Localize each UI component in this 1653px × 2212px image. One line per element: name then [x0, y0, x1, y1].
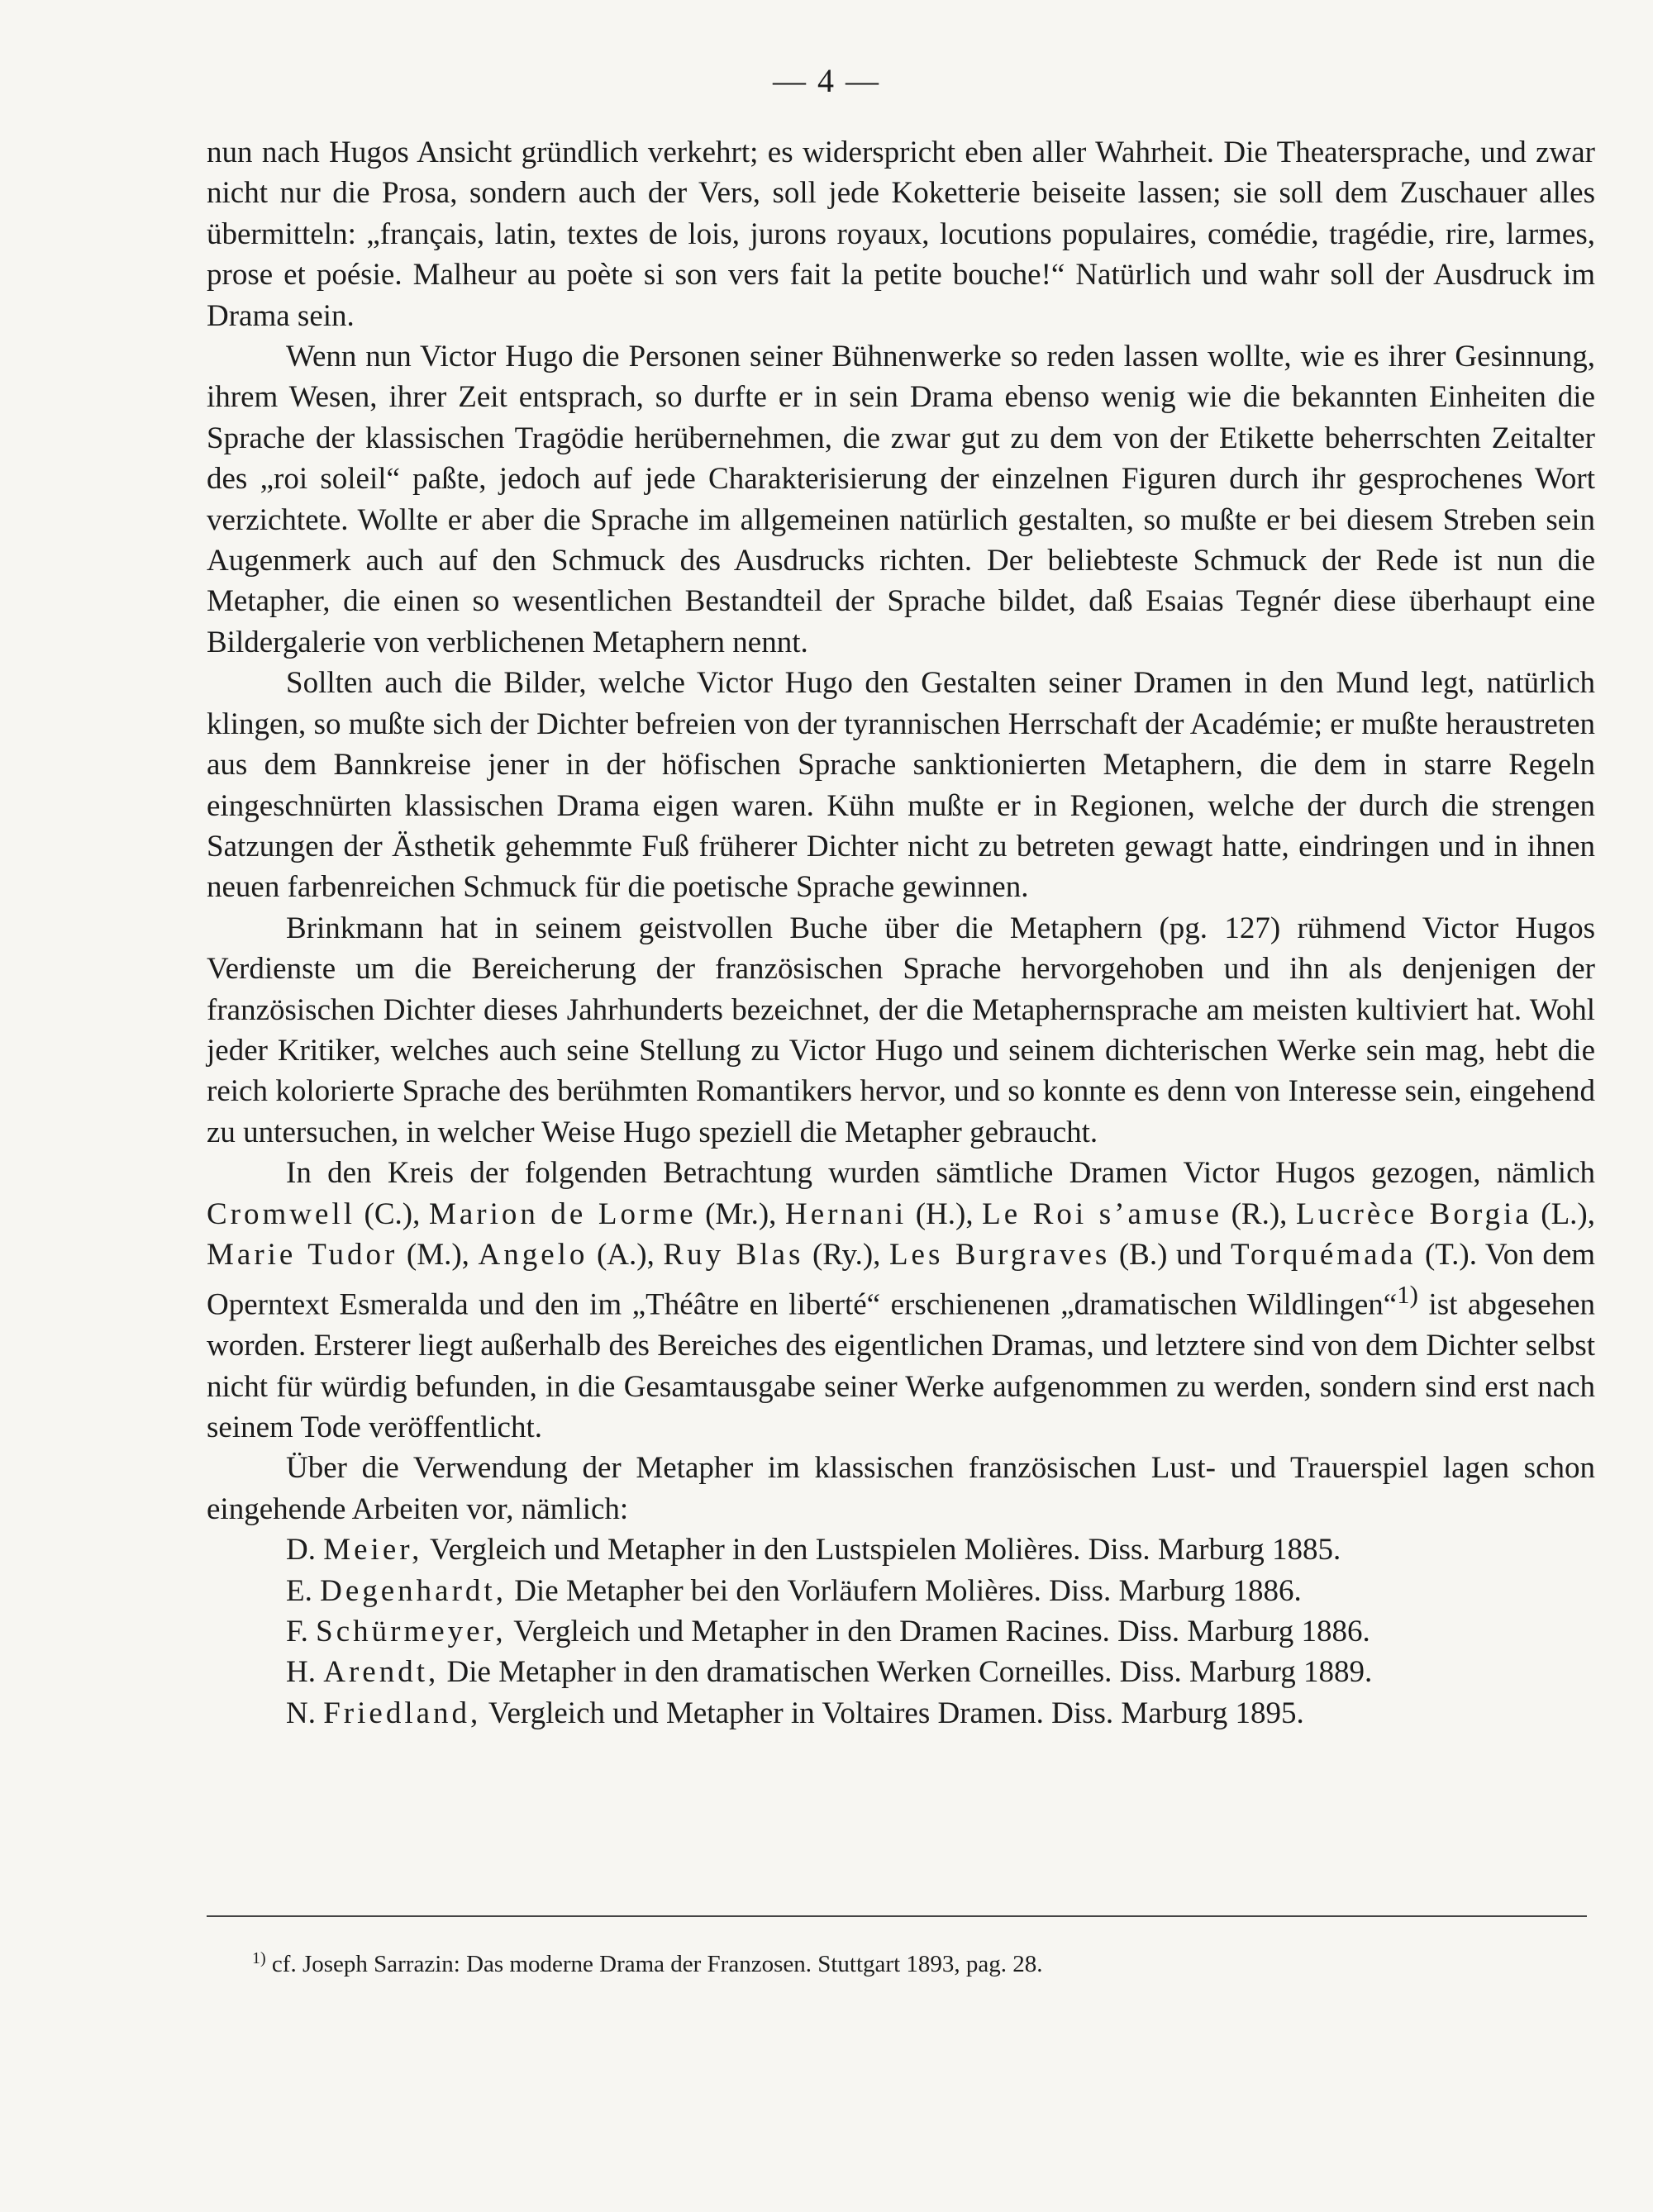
- work-title: Angelo: [478, 1237, 588, 1272]
- reference-author: Degenhardt,: [320, 1573, 507, 1608]
- reference-author: Arendt,: [323, 1655, 440, 1690]
- reference-item: [207, 1571, 1595, 1611]
- work-title: Lucrèce Borgia: [1295, 1196, 1532, 1231]
- paragraph-1: nun nach Hugos Ansicht gründlich verkehrt; es widerspricht eben aller Wahrheit. Die Theatersprache, und zwar nicht nur die Prosa, sondern auch der Vers, soll jede Koketterie beiseite lassen; sie soll dem Zuschauer alles übermitteln: „français, latin, textes de lois, jurons royaux, locutions populaires, comédie, tragédie, rire, larmes, prose et poésie. Malheur au poète si son vers fait la petite bouche!“ Natürlich und wahr soll der Ausdruck im Drama sein.: [207, 136, 1595, 333]
- work-title: Les Burgraves: [888, 1237, 1111, 1272]
- footnote-divider: [207, 1915, 1587, 1917]
- work-title: Cromwell: [207, 1196, 355, 1231]
- footnote: [252, 1942, 1043, 1981]
- reference-item: [207, 1529, 1595, 1570]
- reference-item: [207, 1611, 1595, 1652]
- paragraph-2: Wenn nun Victor Hugo die Personen seiner Bühnenwerke so reden lassen wollte, wie es ihrer Gesinnung, ihrem Wesen, ihrer Zeit entsprach, so durfte er in sein Drama ebenso wenig wie die bekannten Einheiten die Sprache der klassischen Tragödie herübernehmen, die zwar gut zu dem von der Etikette beherrschten Zeitalter des „roi soleil“ paßte, jedoch auf jede Charakterisierung der einzelnen Figuren durch ihr gesprochenes Wort verzichtete. Wollte er aber die Sprache im allgemeinen natürlich gestalten, so mußte er bei diesem Streben sein Augenmerk auch auf den Schmuck des Ausdrucks richten. Der beliebteste Schmuck der Rede ist nun die Metapher, die einen so wesentlichen Bestandteil der Sprache bildet, daß Esaias Tegnér diese überhaupt eine Bildergalerie von verblichenen Metaphern nennt.: [207, 340, 1595, 659]
- reference-title: Vergleich und Metapher in Voltaires Dramen. Diss. Marburg 1895.: [488, 1696, 1304, 1730]
- reference-initial: N.: [286, 1696, 316, 1730]
- paragraph-works: [207, 1153, 1595, 1448]
- reference-initial: H.: [286, 1655, 316, 1690]
- reference-item: [207, 1693, 1595, 1734]
- work-title: Hernani: [784, 1196, 907, 1231]
- work-abbr: (A.),: [596, 1237, 655, 1272]
- works-text: Von dem Operntext Esmeralda und den im „Théâtre en liberté“ erschienenen „dramatischen Wildlingen“: [207, 1237, 1596, 1322]
- work-title: Marion de Lorme: [428, 1196, 697, 1231]
- main-text: [207, 132, 1595, 1734]
- work-abbr: (B.) und: [1118, 1237, 1222, 1272]
- reference-item: [207, 1652, 1595, 1692]
- footnote-marker: 1): [1397, 1281, 1418, 1310]
- reference-title: Vergleich und Metapher in den Lustspielen Molières. Diss. Marburg 1885.: [429, 1533, 1341, 1567]
- reference-initial: D.: [286, 1533, 316, 1567]
- work-abbr: (T.).: [1424, 1237, 1477, 1272]
- work-title: Le Roi s’amuse: [982, 1196, 1223, 1231]
- reference-author: Friedland,: [323, 1696, 482, 1730]
- work-abbr: (H.),: [915, 1196, 974, 1231]
- work-abbr: (Ry.),: [812, 1237, 881, 1272]
- work-title: Marie Tudor: [207, 1237, 398, 1272]
- reference-initial: E.: [286, 1573, 312, 1608]
- paragraph-4: Brinkmann hat in seinem geistvollen Buche über die Metaphern (pg. 127) rühmend Victor Hugos Verdienste um die Bereicherung der französischen Sprache hervorgehoben und ihn als denjenigen der französischen Dichter dieses Jahrhunderts bezeichnet, der die Metaphernsprache am meisten kultiviert hat. Wohl jeder Kritiker, welches auch seine Stellung zu Victor Hugo und seinem dichterischen Werke sein mag, hebt die reich kolorierte Sprache des berühmten Romantikers hervor, und so konnte es denn von Interesse sein, eingehend zu untersuchen, in welcher Weise Hugo speziell die Metapher gebraucht.: [207, 911, 1595, 1149]
- work-abbr: (L.),: [1541, 1196, 1595, 1231]
- reference-title: Die Metapher bei den Vorläufern Molières. Diss. Marburg 1886.: [514, 1573, 1302, 1608]
- reference-title: Vergleich und Metapher in den Dramen Racines. Diss. Marburg 1886.: [513, 1614, 1370, 1648]
- work-abbr: (M.),: [406, 1237, 469, 1272]
- reference-initial: F.: [286, 1614, 308, 1648]
- work-abbr: (R.),: [1231, 1196, 1288, 1231]
- reference-author: Meier,: [323, 1533, 423, 1567]
- works-intro: In den Kreis der folgenden Betrachtung wurden sämtliche Dramen Victor Hugos gezogen, nämlich: [286, 1156, 1595, 1191]
- works-text: ist abgesehen worden. Ersterer liegt außerhalb des Bereiches des eigentlichen Dramas, und letztere sind von dem Dichter selbst nicht für würdig befunden, in die Gesamtausgabe seiner Werke aufgenommen zu werden, sondern sind erst nach seinem Tode veröffentlicht.: [207, 1287, 1596, 1444]
- reference-author: Schürmeyer,: [316, 1614, 507, 1648]
- page-number: — 4 —: [773, 62, 880, 99]
- footnote-text: cf. Joseph Sarrazin: Das moderne Drama der Franzosen. Stuttgart 1893, pag. 28.: [271, 1951, 1043, 1977]
- work-title: Ruy Blas: [663, 1237, 804, 1272]
- reference-list: [207, 1529, 1595, 1734]
- paragraph-3: Sollten auch die Bilder, welche Victor Hugo den Gestalten seiner Dramen in den Mund legt, natürlich klingen, so mußte sich der Dichter befreien von der tyrannischen Herrschaft der Académie; er mußte heraustreten aus dem Bannkreise jener in der höfischen Sprache sanktionierten Metaphern, die dem in starre Regeln eingeschnürten klassischen Drama eigen waren. Kühn mußte er in Regionen, welche der durch die strengen Satzungen der Ästhetik gehemmte Fuß früherer Dichter nicht zu betreten gewagt hatte, eindringen und in ihnen neuen farbenreichen Schmuck für die poetische Sprache gewinnen.: [207, 666, 1595, 905]
- work-abbr: (C.),: [364, 1196, 421, 1231]
- reference-title: Die Metapher in den dramatischen Werken Corneilles. Diss. Marburg 1889.: [446, 1655, 1373, 1690]
- paragraph-prior-works: Über die Verwendung der Metapher im klassischen französischen Lust- und Trauerspiel lagen schon eingehende Arbeiten vor, nämlich:: [207, 1451, 1595, 1526]
- footnote-marker: 1): [252, 1949, 266, 1967]
- work-abbr: (Mr.),: [705, 1196, 777, 1231]
- work-title: Torquémada: [1231, 1237, 1417, 1272]
